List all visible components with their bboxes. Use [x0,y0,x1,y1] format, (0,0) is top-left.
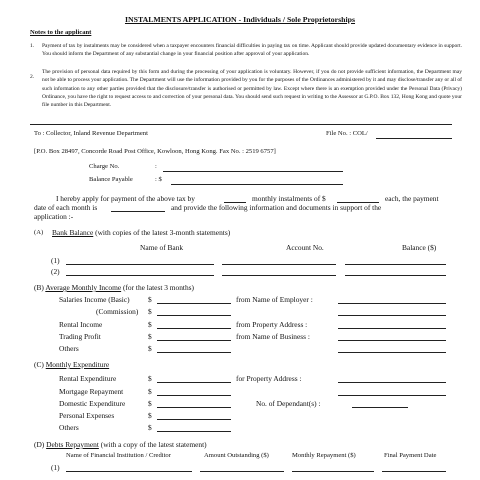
bank-name-field[interactable] [66,275,214,276]
expense-detail-label: for Property Address : [236,374,302,383]
income-source-label: from Property Address : [236,320,308,329]
file-no-label: File No. : COL/ [326,130,368,137]
divider [30,124,452,125]
expense-amount-field[interactable] [157,419,231,420]
income-extra-field[interactable] [338,352,446,353]
col-name-of-bank: Name of Bank [140,243,184,252]
section-d-heading: (D) Debts Repayment (with a copy of the latest statement) [34,440,207,449]
business-name-field[interactable] [338,340,446,341]
monthly-repayment-field[interactable] [292,471,374,472]
row-number: (1) [51,463,60,472]
expense-amount-field[interactable] [157,431,231,432]
note-2 [30,68,462,109]
property-address-field-2[interactable] [338,395,446,396]
income-amount-field[interactable] [157,303,231,304]
income-amount-field[interactable] [157,352,231,353]
notes-heading: Notes to the applicant [30,29,92,36]
note-number: 1. [30,43,35,49]
balance-payable-prefix: : $ [155,176,162,183]
col-monthly-repayment: Monthly Repayment ($) [292,452,356,459]
dollar-sign: $ [148,374,152,383]
income-label: Salaries Income (Basic) [59,295,130,304]
note-text: The provision of personal data required by this form and during the processing of your application is voluntary. However, if you do not provide sufficient information, the Department may not be able to process your application. The Department will use the information provided by you for the purposes of the Ordinances administered by it and may disclose/transfer any or all of such information to any other parties provided that the disclosure/transfer is authorised or permitted by law. Except where there is an exemption provided under the Personal Data (Privacy) Ordinance, you have the right to request access to and correction of your personal data. You should send such request in writing to the Assessor at G.P.O. Box 132, Hong Kong and quote your file number in this Department. [42,69,462,109]
balance-field[interactable] [345,275,446,276]
charge-no-colon: : [155,163,157,170]
income-source-label: from Name of Business : [236,332,310,341]
apply-text-3b: date of each month is [34,203,98,212]
income-amount-field[interactable] [157,315,231,316]
dollar-sign: $ [148,344,152,353]
apply-text-3a: each, the payment [385,194,439,203]
expense-label: Others [59,423,79,432]
property-address-field[interactable] [338,382,446,383]
expense-label: Personal Expenses [59,411,115,420]
balance-payable-label: Balance Payable [89,176,133,183]
property-address-field[interactable] [338,328,446,329]
col-account-no: Account No. [286,243,324,252]
section-a-letter: (A) [34,229,44,236]
expense-label: Mortgage Repayment [59,387,124,396]
dollar-sign: $ [148,399,152,408]
income-amount-field[interactable] [157,340,231,341]
apply-text-2: monthly instalments of $ [252,194,326,203]
dependants-field[interactable] [352,407,408,408]
expense-detail-label: No. of Dependant(s) : [256,399,321,408]
final-payment-date-field[interactable] [382,471,446,472]
income-amount-field[interactable] [157,328,231,329]
account-no-field[interactable] [222,264,336,265]
dollar-sign: $ [148,307,152,316]
income-label: (Commission) [96,307,139,316]
expense-amount-field[interactable] [157,395,231,396]
mailing-address: [P.O. Box 28497, Concorde Road Post Office, Kowloon, Hong Kong. Fax No. : 2519 6757] [34,148,276,155]
dollar-sign: $ [148,320,152,329]
dollar-sign: $ [148,332,152,341]
col-final-payment-date: Final Payment Date [384,452,437,459]
dollar-sign: $ [148,387,152,396]
creditor-name-field[interactable] [66,471,192,472]
to-collector: To : Collector, Inland Revenue Department [34,130,148,137]
charge-no-label: Charge No. [89,163,120,170]
bank-name-field[interactable] [66,264,214,265]
col-balance: Balance ($) [402,243,437,252]
income-label: Others [59,344,79,353]
payment-date-field[interactable] [111,211,165,212]
account-no-field[interactable] [222,275,336,276]
dollar-sign: $ [148,423,152,432]
income-source-label: from Name of Employer : [236,295,313,304]
col-creditor: Name of Financial Institution / Creditor [66,452,171,459]
section-b-heading: (B) Average Monthly Income (for the latest 3 months) [34,283,194,292]
income-label: Trading Profit [59,332,101,341]
employer-name-field[interactable] [338,303,446,304]
section-a-heading: Bank Balance (with copies of the latest 3-month statements) [52,228,231,237]
apply-text-4a: and provide the following information and documents in support of the [171,203,382,212]
row-number: (2) [51,267,60,276]
apply-text-1: I hereby apply for payment of the above tax by [56,194,195,203]
charge-no-field[interactable] [163,171,343,172]
amount-outstanding-field[interactable] [200,471,284,472]
income-label: Rental Income [59,320,103,329]
note-1 [30,42,462,59]
row-number: (1) [51,256,60,265]
dollar-sign: $ [148,295,152,304]
dollar-sign: $ [148,411,152,420]
expense-amount-field[interactable] [157,382,231,383]
apply-text-4b: application :- [34,212,74,221]
balance-payable-field[interactable] [171,184,343,185]
expense-amount-field[interactable] [157,407,231,408]
employer-name-field-2[interactable] [338,315,446,316]
expense-label: Rental Expenditure [59,374,117,383]
note-text: Payment of tax by instalments may be considered when a taxpayer encounters financial difficulties in paying tax on time. Applicant should provide updated documentary evidence in support. You should inform the Department of any substantial change in your financial position after approval of your application. [42,43,462,58]
form-title: INSTALMENTS APPLICATION - Individuals / Sole Proprietorships [124,15,356,24]
col-amount-outstanding: Amount Outstanding ($) [204,452,269,459]
expense-label: Domestic Expenditure [59,399,126,408]
file-no-field[interactable] [376,138,452,139]
note-number: 2. [30,74,35,80]
section-c-heading: (C) Monthly Expenditure [34,360,110,369]
balance-field[interactable] [345,264,446,265]
